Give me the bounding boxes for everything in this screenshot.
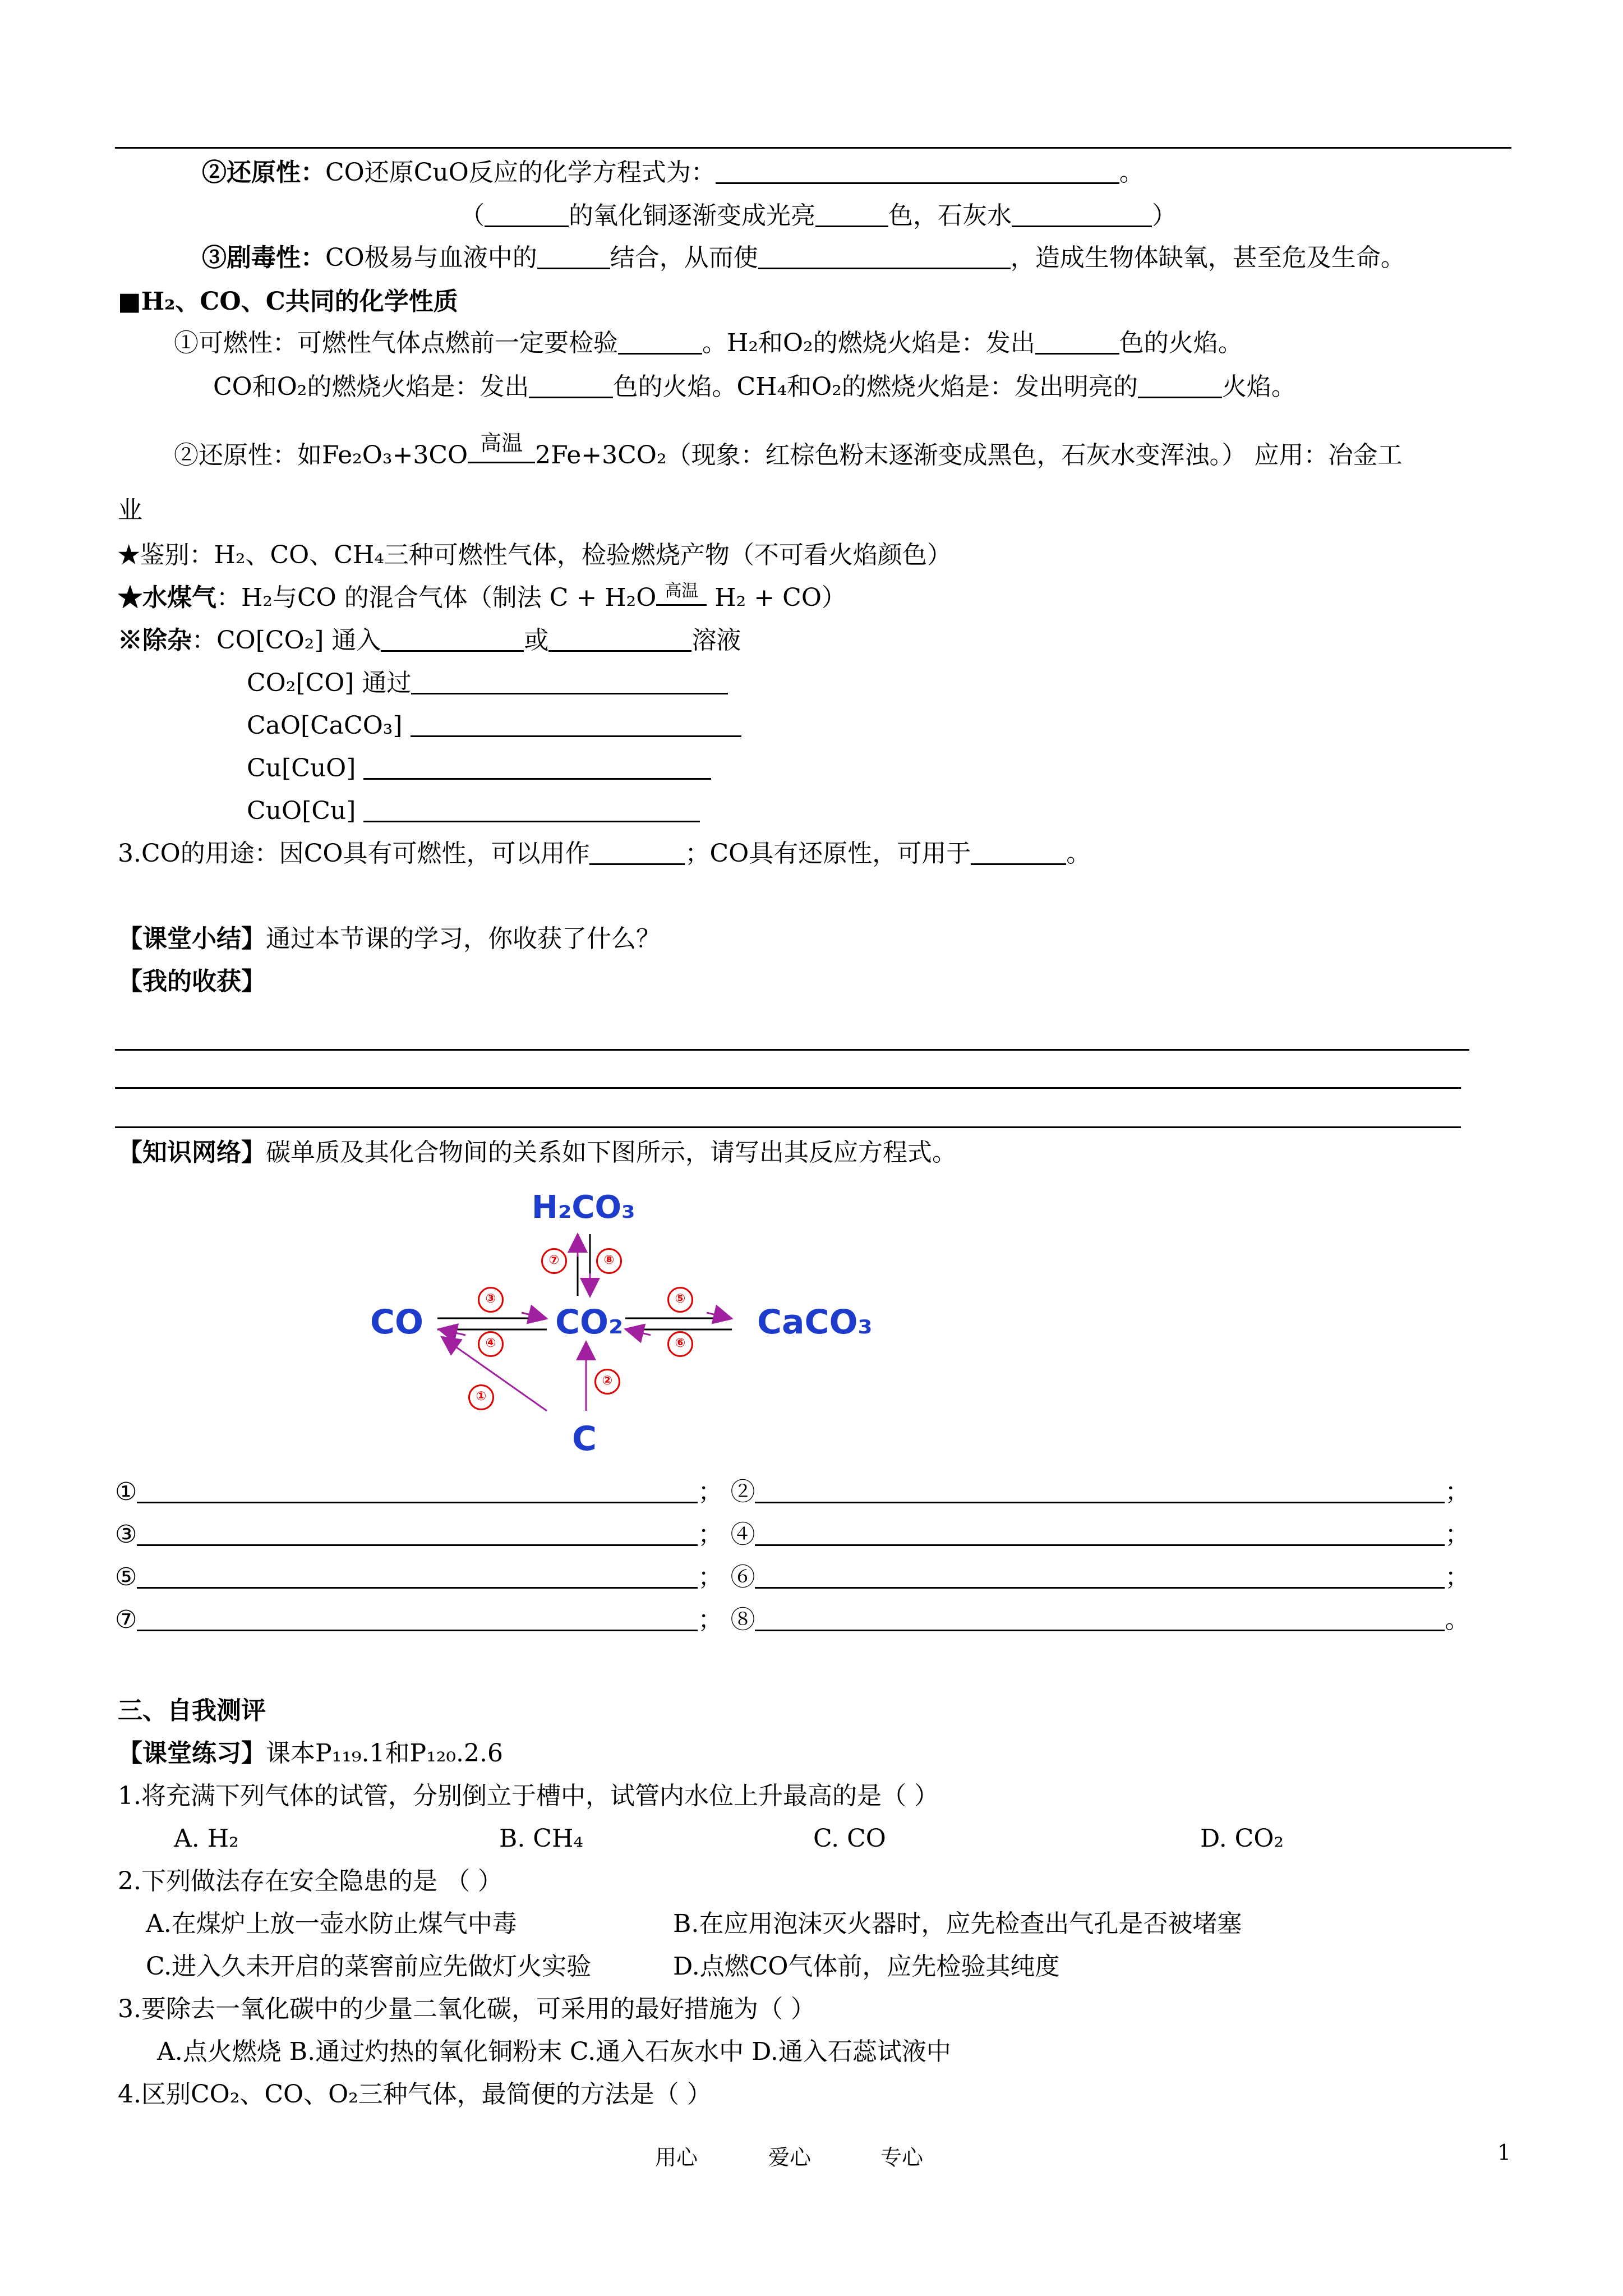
water-gas-line: ★水煤气：H₂与CO 的混合气体（制法 C + H₂O 高温 H₂ + CO） xyxy=(118,581,846,612)
q2-option-c[interactable]: C.进入久未开启的菜窖前应先做灯火实验 xyxy=(146,1952,592,1981)
question-2: 2.下列做法存在安全隐患的是 （ ） xyxy=(118,1867,502,1895)
circle-num-8: ⑧ xyxy=(596,1248,622,1274)
circle-num-2: ② xyxy=(594,1369,620,1395)
impurity-co2: CO₂[CO] 通过 xyxy=(247,666,728,700)
blank[interactable] xyxy=(755,1520,1445,1546)
blank[interactable] xyxy=(137,1477,698,1503)
flammability-line: ①可燃性：可燃性气体点燃前一定要检验 。H₂和O₂的燃烧火焰是：发出 色的火焰。 xyxy=(174,329,1243,357)
co-label: CO xyxy=(370,1303,424,1342)
gain-label: 【我的收获】 xyxy=(118,967,266,996)
circle-num-4: ④ xyxy=(478,1331,504,1357)
reduction-phenomenon: （ 的氧化铜逐渐变成光亮 色，石灰水 ） xyxy=(460,201,1177,230)
answer-row: ③ ； ④ ； xyxy=(115,1520,1470,1549)
blank[interactable] xyxy=(755,1477,1445,1503)
reduction-label: ②还原性： xyxy=(202,158,325,187)
impurity-line: ※除杂：CO[CO₂] 通入 或 溶液 xyxy=(118,626,741,655)
impurity-cao: CaO[CaCO₃] xyxy=(247,709,741,743)
question-4: 4.区别CO₂、CO、O₂三种气体，最简便的方法是（ ） xyxy=(118,2080,712,2109)
practice-line: 【课堂练习】课本P₁₁₉.1和P₁₂₀.2.6 xyxy=(118,1739,503,1768)
blank[interactable] xyxy=(137,1605,698,1631)
q1-option-d[interactable]: D. CO₂ xyxy=(1200,1824,1284,1853)
identify-line: ★鉴别：H₂、CO、CH₄三种可燃性气体，检验燃烧产物（不可看火焰颜色） xyxy=(118,541,952,569)
footer-text-3: 专心 xyxy=(880,2145,924,2170)
circle-num-7: ⑦ xyxy=(541,1248,567,1274)
circle-num-1: ① xyxy=(468,1384,494,1410)
caco3-label: CaCO₃ xyxy=(757,1303,873,1342)
reducibility-line: ②还原性：如Fe₂O₃+3CO 高温 2Fe+3CO₂（现象：红棕色粉末逐渐变成黑色，石灰水变浑浊。） 应用：冶金工 xyxy=(174,431,1403,470)
c-label: C xyxy=(572,1419,597,1458)
flame-colors-line: CO和O₂的燃烧火焰是：发出 色的火焰。CH₄和O₂的燃烧火焰是：发出明亮的 火焰。 xyxy=(213,372,1296,401)
q2-option-b[interactable]: B.在应用泡沫灭火器时，应先检查出气孔是否被堵塞 xyxy=(673,1910,1242,1938)
footer-text-2: 爱心 xyxy=(768,2145,811,2170)
question-3: 3.要除去一氧化碳中的少量二氧化碳，可采用的最好措施为（ ） xyxy=(118,1995,815,2023)
q1-option-c[interactable]: C. CO xyxy=(813,1824,886,1853)
uses-line: 3.CO的用途：因CO具有可燃性，可以用作 ；CO具有还原性，可用于 。 xyxy=(118,839,1091,868)
high-temp-condition: 高温 xyxy=(656,594,707,606)
circle-num-6: ⑥ xyxy=(667,1331,693,1357)
q1-option-b[interactable]: B. CH₄ xyxy=(499,1824,583,1853)
q2-option-d[interactable]: D.点燃CO气体前，应先检验其纯度 xyxy=(673,1952,1060,1981)
question-1: 1.将充满下列气体的试管，分别倒立于槽中，试管内水位上升最高的是（ ） xyxy=(118,1782,939,1810)
blank[interactable] xyxy=(137,1562,698,1589)
impurity-cuo: CuO[Cu] xyxy=(247,794,700,828)
q2-option-a[interactable]: A.在煤炉上放一壶水防止煤气中毒 xyxy=(146,1910,517,1938)
circle-num-5: ⑤ xyxy=(667,1287,693,1313)
answer-row: ⑤ ； ⑥ ； xyxy=(115,1563,1470,1591)
reduction-line: ②还原性：CO还原CuO反应的化学方程式为： 。 xyxy=(202,158,1144,187)
high-temp-condition: 高温 xyxy=(468,450,535,463)
toxicity-line: ③剧毒性：CO极易与血液中的 结合，从而使 ，造成生物体缺氧，甚至危及生命。 xyxy=(202,243,1405,272)
h2co3-label: H₂CO₃ xyxy=(532,1189,635,1226)
page-number: 1 xyxy=(1497,2140,1511,2165)
blank[interactable] xyxy=(137,1520,698,1546)
answer-row: ⑦ ； ⑧ 。 xyxy=(115,1605,1470,1634)
footer-text-1: 用心 xyxy=(655,2145,698,2170)
blank[interactable] xyxy=(755,1562,1445,1589)
q3-options[interactable]: A.点火燃烧 B.通过灼热的氧化铜粉末 C.通入石灰水中 D.通入石蕊试液中 xyxy=(157,2037,951,2066)
reducibility-line-cont: 业 xyxy=(118,496,142,524)
impurity-cu: Cu[CuO] xyxy=(247,752,711,785)
co2-label: CO₂ xyxy=(555,1303,624,1342)
common-properties-heading: ■H₂、CO、C共同的化学性质 xyxy=(118,287,458,316)
blank[interactable] xyxy=(755,1605,1445,1631)
q1-option-a[interactable]: A. H₂ xyxy=(174,1824,239,1853)
knowledge-network-line: 【知识网络】碳单质及其化合物间的关系如下图所示，请写出其反应方程式。 xyxy=(118,1138,957,1167)
summary-line: 【课堂小结】通过本节课的学习，你收获了什么？ xyxy=(118,924,661,953)
circle-num-3: ③ xyxy=(478,1287,504,1313)
answer-row: ① ； ② ； xyxy=(115,1478,1470,1506)
self-assessment-heading: 三、自我测评 xyxy=(118,1696,266,1725)
